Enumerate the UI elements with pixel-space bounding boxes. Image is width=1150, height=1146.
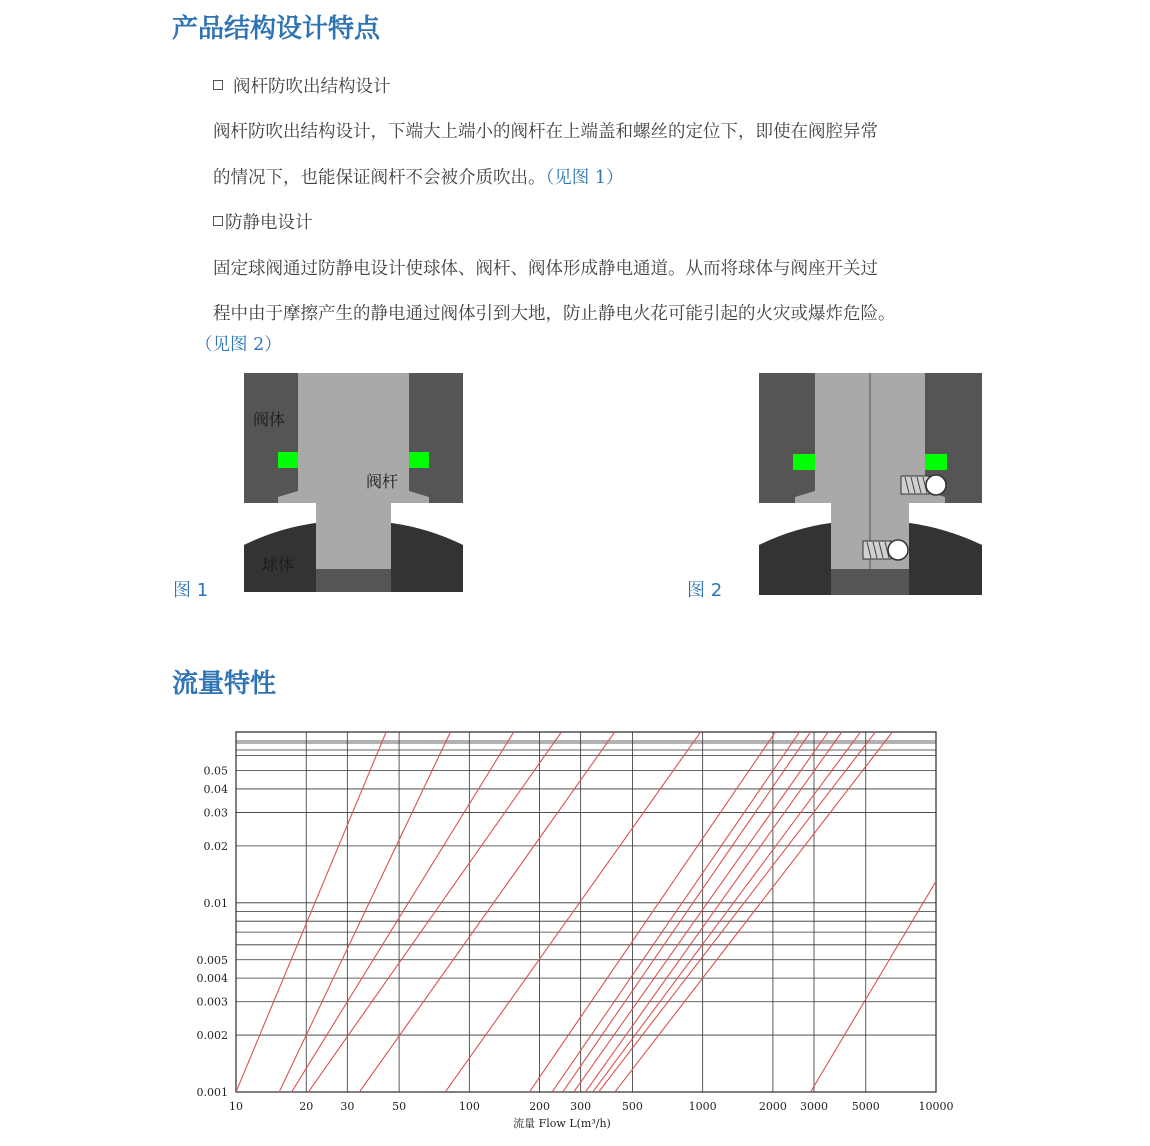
flow-curve-5 — [236, 279, 936, 1146]
x-tick-label: 30 — [340, 1100, 355, 1113]
x-tick-label: 10000 — [918, 1100, 954, 1113]
item1-line2: 的情况下，也能保证阀杆不会被介质吹出。（见图 1） — [213, 168, 624, 188]
x-tick-label: 10 — [229, 1100, 243, 1113]
flow-curve-9 — [236, 550, 936, 1146]
y-tick-label: 0.05 — [203, 764, 228, 778]
y-tick-label: 0.03 — [203, 806, 228, 820]
x-tick-label: 20 — [299, 1100, 314, 1113]
x-tick-label: 200 — [529, 1100, 551, 1113]
label-ball: 球体 — [262, 555, 295, 574]
y-tick-label: 0.004 — [196, 972, 228, 986]
flow-curve-10 — [236, 579, 936, 1146]
flow-curve-13 — [236, 653, 936, 1146]
section-title-flow: 流量特性 — [172, 669, 277, 699]
y-tick-label: 0.01 — [203, 896, 228, 910]
figure1-reference[interactable]: （见图 1） — [545, 168, 624, 188]
flow-curve-1 — [236, 0, 936, 1092]
chart-frame — [236, 732, 936, 1092]
x-axis-title: 流量 Flow L(m³/h) — [513, 1117, 611, 1130]
item2-line1: 固定球阀通过防静电设计使球体、阀杆、阀体形成静电通道。从而将球体与阀座开关过 — [213, 259, 878, 279]
x-tick-label: 1000 — [688, 1100, 717, 1113]
x-tick-label: 300 — [570, 1100, 592, 1113]
chart-labels — [197, 765, 954, 1113]
flow-curve-12 — [236, 631, 936, 1146]
label-valve-body: 阀体 — [253, 410, 286, 429]
flow-curve-11 — [236, 600, 936, 1146]
item2-line2: 程中由于摩擦产生的静电通过阀体引到大地，防止静电火花可能引起的火灾或爆炸危险。 — [213, 304, 896, 324]
figure2-caption: 图 2 — [687, 580, 723, 601]
x-tick-label: 3000 — [799, 1100, 828, 1113]
figure1-caption: 图 1 — [173, 580, 209, 601]
flow-curve-4 — [236, 199, 936, 1146]
y-tick-label: 0.005 — [196, 953, 228, 967]
chart-curves — [236, 0, 936, 1146]
item1-line1: 阀杆防吹出结构设计，下端大上端小的阀杆在上端盖和螺丝的定位下，即使在阀腔异常 — [213, 122, 878, 142]
x-tick-label: 5000 — [851, 1100, 880, 1113]
label-valve-stem: 阀杆 — [366, 472, 399, 491]
y-tick-label: 0.04 — [203, 782, 228, 796]
x-tick-label: 100 — [458, 1100, 480, 1113]
item1-heading: 阀杆防吹出结构设计 — [213, 64, 1013, 110]
y-tick-label: 0.003 — [196, 995, 228, 1009]
figure2-reference[interactable]: （见图 2） — [195, 335, 282, 355]
flow-curve-3 — [236, 48, 936, 1146]
flow-curve-7 — [236, 497, 936, 1146]
y-tick-label: 0.02 — [203, 839, 228, 853]
flow-curve-2 — [236, 0, 936, 1146]
chart-grid — [236, 732, 936, 1092]
y-tick-label: 0.001 — [196, 1086, 228, 1099]
x-tick-label: 50 — [392, 1100, 407, 1113]
y-tick-label: 0.002 — [196, 1029, 228, 1043]
item2-heading: 防静电设计 — [213, 200, 1013, 246]
x-tick-label: 2000 — [758, 1100, 787, 1113]
x-tick-label: 500 — [621, 1100, 643, 1113]
section-title-structure: 产品结构设计特点 — [172, 14, 381, 44]
